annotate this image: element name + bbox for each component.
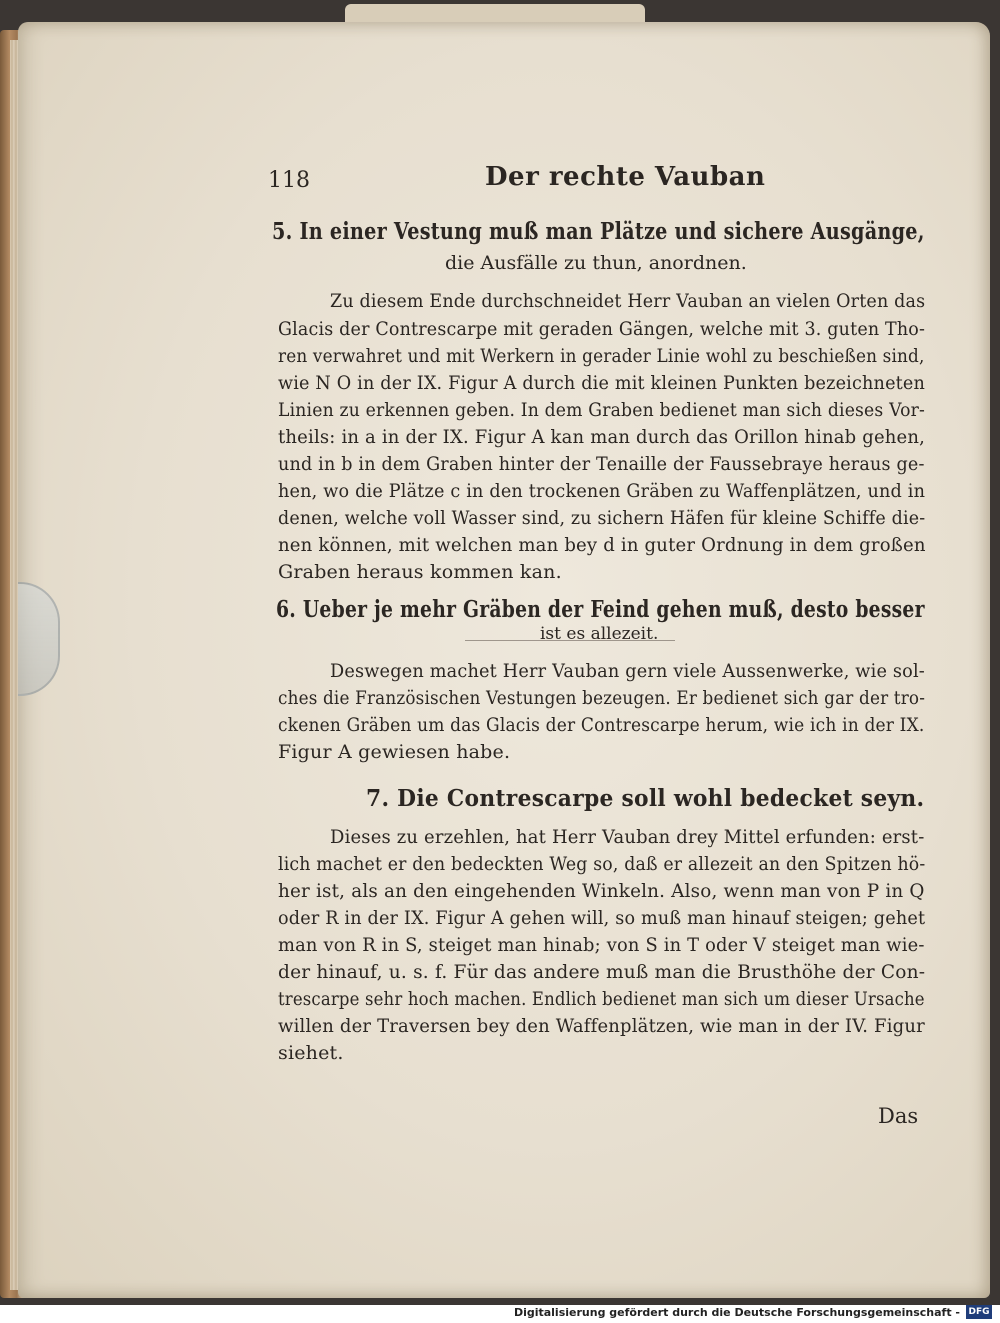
paragraph-line: Zu diesem Ende durchschneidet Herr Vauban an vielen Orten das [330,290,926,312]
page-number: 118 [268,168,310,193]
page-top-strip [345,4,645,24]
section-5-heading: 5. In einer Vestung muß man Plätze und sichere Ausgänge, [272,218,925,245]
dfg-logo: DFG [966,1305,992,1319]
paragraph-line: hen, wo die Plätze c in den trockenen Gräben zu Waffenplätzen, und in [278,480,926,502]
paragraph-line: Figur A gewiesen habe. [278,741,511,763]
section-6-heading: 6. Ueber je mehr Gräben der Feind gehen muß, desto besser [276,596,925,623]
catchword: Das [878,1104,919,1128]
paragraph-line: nen können, mit welchen man bey d in guter Ordnung in dem großen [278,534,926,556]
running-title: Der rechte Vauban [485,162,766,192]
paragraph-line: Graben heraus kommen kan. [278,561,562,583]
paragraph-line: man von R in S, steiget man hinab; von S in T oder V steiget man wie- [278,934,925,956]
paragraph-line: theils: in a in der IX. Figur A kan man durch das Orillon hinab gehen, [278,426,926,448]
paragraph-line: und in b in dem Graben hinter der Tenaille der Faussebraye heraus ge- [278,453,925,475]
paragraph-line: Glacis der Contrescarpe mit geraden Gängen, welche mit 3. guten Tho- [278,318,926,340]
footer-credit: Digitalisierung gefördert durch die Deutsche Forschungsgemeinschaft - [513,1306,960,1319]
paragraph-line: ches die Französischen Vestungen bezeugen. Er bedienet sich gar der tro- [278,687,926,709]
paragraph-line: wie N O in der IX. Figur A durch die mit kleinen Punkten bezeichneten [278,372,926,394]
paragraph-line: ckenen Gräben um das Glacis der Contrescarpe herum, wie ich in der IX. [278,714,925,736]
section-5-heading-continuation: die Ausfälle zu thun, anordnen. [445,252,747,274]
paragraph-line: Linien zu erkennen geben. In dem Graben bedienet man sich dieses Vor- [278,399,926,421]
paragraph-line: oder R in der IX. Figur A gehen will, so muß man hinauf steigen; gehet [278,907,926,929]
section-6-heading-continuation: ist es allezeit. [540,624,659,644]
paragraph-line: Deswegen machet Herr Vauban gern viele Aussenwerke, wie sol- [330,660,925,682]
paragraph-line: willen der Traversen bey den Waffenplätzen, wie man in der IV. Figur [278,1015,925,1037]
page-clip [18,582,60,696]
paragraph-line: Dieses zu erzehlen, hat Herr Vauban drey Mittel erfunden: erst- [330,826,925,848]
paragraph-line: denen, welche voll Wasser sind, zu sichern Häfen für kleine Schiffe die- [278,507,926,529]
paragraph-line: her ist, als an den eingehenden Winkeln. Also, wenn man von P in Q [278,880,925,902]
paragraph-line: der hinauf, u. s. f. Für das andere muß man die Brusthöhe der Con- [278,961,926,983]
paragraph-line: ren verwahret und mit Werkern in gerader Linie wohl zu beschießen sind, [278,345,925,367]
section-7-heading: 7. Die Contrescarpe soll wohl bedecket seyn. [366,785,925,812]
paragraph-line: lich machet er den bedeckten Weg so, daß er allezeit an den Spitzen hö- [278,853,926,875]
paragraph-line: trescarpe sehr hoch machen. Endlich bedienet man sich um dieser Ursache [278,988,925,1010]
paragraph-line: siehet. [278,1042,344,1064]
